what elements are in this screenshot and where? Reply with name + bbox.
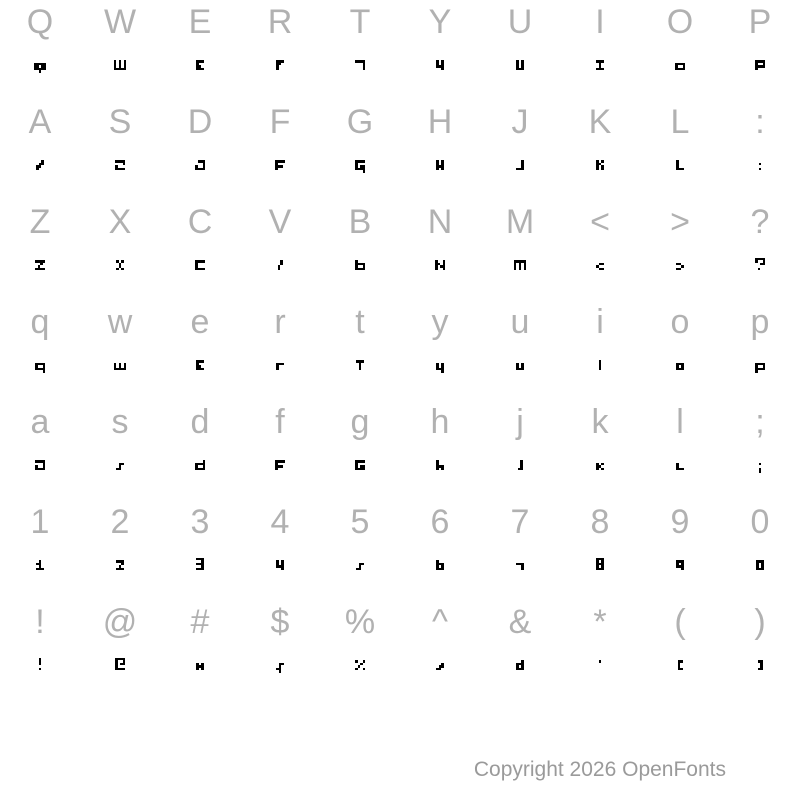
reference-char: K (588, 102, 612, 141)
font-glyph (758, 650, 763, 670)
reference-char: 7 (510, 502, 530, 541)
font-glyph (39, 650, 42, 670)
reference-char: f (275, 402, 285, 441)
reference-char: A (28, 102, 52, 141)
reference-char: j (516, 402, 524, 441)
reference-row-4 (0, 300, 800, 344)
reference-row-2 (0, 100, 800, 144)
font-glyph (755, 350, 765, 370)
font-glyph (756, 550, 764, 570)
reference-char: E (188, 2, 212, 41)
reference-char: 0 (750, 502, 770, 541)
reference-char: ? (750, 202, 770, 241)
reference-char: $ (270, 602, 290, 641)
reference-char: o (670, 302, 690, 341)
reference-char: O (666, 2, 694, 41)
font-glyph (36, 150, 44, 170)
font-glyph (36, 550, 44, 570)
font-glyph (116, 250, 124, 270)
font-glyph (116, 450, 124, 470)
reference-char: 1 (30, 502, 50, 541)
reference-char: B (348, 202, 372, 241)
font-glyph (356, 350, 364, 370)
font-glyph (115, 150, 125, 170)
reference-char: L (670, 102, 690, 141)
reference-char: ^ (432, 602, 448, 641)
font-glyph (196, 650, 204, 670)
glyph-row-3 (0, 250, 800, 280)
font-glyph (276, 50, 284, 70)
reference-char: k (591, 402, 609, 441)
font-glyph (516, 50, 524, 70)
font-glyph (275, 450, 285, 470)
reference-char: F (269, 102, 291, 141)
reference-char: u (510, 302, 530, 341)
font-glyph (596, 250, 604, 270)
font-glyph (755, 50, 765, 70)
reference-char: J (511, 102, 529, 141)
font-glyph (599, 650, 602, 670)
reference-char: D (187, 102, 213, 141)
font-glyph (278, 250, 283, 270)
font-glyph (436, 350, 444, 370)
reference-char: l (676, 402, 684, 441)
font-glyph (759, 450, 762, 470)
reference-char: N (427, 202, 453, 241)
reference-char: 6 (430, 502, 450, 541)
reference-char: ; (755, 402, 765, 441)
reference-char: T (349, 2, 371, 41)
font-glyph (114, 50, 127, 70)
reference-char: ! (35, 602, 45, 641)
reference-char: r (274, 302, 286, 341)
reference-char: 4 (270, 502, 290, 541)
reference-char: i (596, 302, 604, 341)
font-glyph (116, 550, 124, 570)
font-glyph (356, 550, 364, 570)
font-glyph (755, 250, 765, 270)
reference-char: ( (674, 602, 686, 641)
font-glyph (676, 550, 684, 570)
font-glyph (516, 350, 524, 370)
font-glyph (435, 250, 445, 270)
font-glyph (196, 550, 204, 570)
reference-char: H (427, 102, 453, 141)
reference-char: Z (29, 202, 51, 241)
font-glyph (34, 50, 47, 70)
glyph-row-2 (0, 150, 800, 180)
reference-char: I (595, 2, 605, 41)
font-glyph (196, 50, 204, 70)
font-glyph (276, 550, 284, 570)
reference-char: 9 (670, 502, 690, 541)
font-glyph (676, 250, 684, 270)
reference-row-1 (0, 0, 800, 44)
reference-char: t (355, 302, 365, 341)
font-glyph (676, 350, 684, 370)
reference-char: : (755, 102, 765, 141)
glyph-row-7 (0, 650, 800, 680)
font-glyph (436, 550, 444, 570)
font-glyph (115, 650, 125, 670)
glyph-row-5 (0, 450, 800, 480)
glyph-row-4 (0, 350, 800, 380)
font-glyph (596, 550, 604, 570)
reference-char: < (590, 202, 610, 241)
reference-char: @ (102, 602, 138, 641)
reference-char: & (508, 602, 532, 641)
font-glyph (436, 50, 444, 70)
reference-char: 5 (350, 502, 370, 541)
font-glyph (675, 50, 685, 70)
font-glyph (678, 650, 683, 670)
font-glyph (355, 650, 365, 670)
font-glyph (195, 450, 205, 470)
reference-char: h (430, 402, 450, 441)
reference-char: q (30, 302, 50, 341)
font-glyph (596, 150, 604, 170)
font-glyph (355, 450, 365, 470)
reference-char: * (593, 602, 607, 641)
reference-char: d (190, 402, 210, 441)
font-glyph (195, 250, 205, 270)
font-glyph (436, 150, 444, 170)
copyright-text: Copyright 2026 OpenFonts (473, 758, 726, 781)
font-glyph (516, 550, 524, 570)
reference-char: 3 (190, 502, 210, 541)
reference-char: a (30, 402, 50, 441)
reference-char: U (507, 2, 533, 41)
reference-char: e (190, 302, 210, 341)
font-glyph (355, 150, 365, 170)
reference-char: V (268, 202, 292, 241)
font-glyph (436, 650, 444, 670)
reference-char: X (108, 202, 132, 241)
reference-char: # (190, 602, 210, 641)
reference-char: M (505, 202, 535, 241)
font-glyph (436, 450, 444, 470)
reference-row-7 (0, 600, 800, 644)
reference-char: W (103, 2, 137, 41)
reference-char: Q (26, 2, 54, 41)
reference-char: G (346, 102, 374, 141)
font-glyph (35, 250, 45, 270)
glyph-row-6 (0, 550, 800, 580)
font-glyph (676, 150, 684, 170)
font-glyph (35, 450, 45, 470)
reference-char: g (350, 402, 370, 441)
reference-char: P (748, 2, 772, 41)
reference-char: ) (754, 602, 766, 641)
font-glyph (195, 150, 205, 170)
reference-char: S (108, 102, 132, 141)
font-glyph (514, 250, 527, 270)
font-glyph (276, 350, 284, 370)
reference-row-5 (0, 400, 800, 444)
reference-row-6 (0, 500, 800, 544)
reference-char: Y (428, 2, 452, 41)
reference-char: 2 (110, 502, 130, 541)
reference-char: p (750, 302, 770, 341)
reference-char: w (107, 302, 133, 341)
font-glyph (596, 50, 604, 70)
reference-char: s (111, 402, 129, 441)
font-glyph (759, 150, 762, 170)
font-glyph (355, 50, 365, 70)
font-glyph (599, 350, 602, 370)
font-glyph (516, 150, 524, 170)
font-glyph (275, 150, 285, 170)
font-glyph (518, 450, 523, 470)
font-glyph (35, 350, 45, 370)
font-glyph (196, 350, 204, 370)
reference-char: y (431, 302, 449, 341)
reference-char: % (344, 602, 376, 641)
reference-row-3 (0, 200, 800, 244)
reference-char: R (267, 2, 293, 41)
font-glyph (114, 350, 127, 370)
font-glyph (276, 650, 284, 670)
font-glyph (676, 450, 684, 470)
reference-char: 8 (590, 502, 610, 541)
glyph-row-1 (0, 50, 800, 80)
font-glyph (516, 650, 524, 670)
font-glyph (355, 250, 365, 270)
reference-char: > (670, 202, 690, 241)
reference-char: C (187, 202, 213, 241)
font-glyph (596, 450, 604, 470)
